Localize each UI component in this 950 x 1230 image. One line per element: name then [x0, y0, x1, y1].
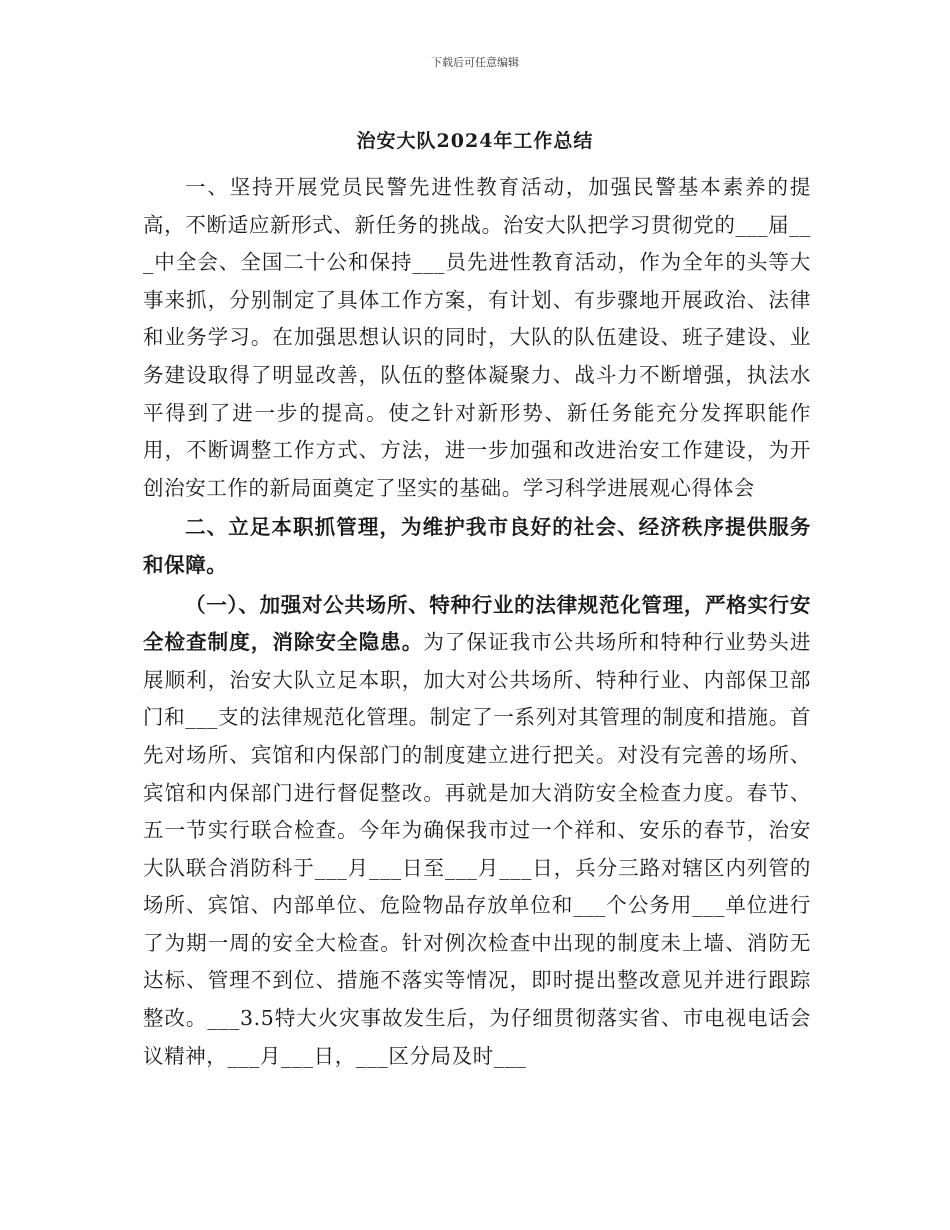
- document-title: 治安大队2024年工作总结: [356, 130, 594, 152]
- paragraph-3: [143, 587, 811, 1076]
- document-body: [143, 169, 811, 1077]
- section-lead: （一）、加强对公共场所、特种行业的法律规范化管理，严格实行安全检查制度，消除安全隐患。: [143, 592, 811, 655]
- header-note: 下载后可任意编辑: [431, 56, 519, 69]
- paragraph-2-heading: 二、立足本职抓管理，为维护我市良好的社会、经济秩序提供服务和保障。: [143, 515, 811, 577]
- paragraph-1: 一、坚持开展党员民警先进性教育活动，加强民警基本素养的提高，不断适应新形式、新任务的挑战。治安大队把学习贯彻党的___届___中全会、全国二十公和保持___员先进性教育活动，作为全年的头等大事来抓，分别制定了具体工作方案，有计划、有步骤地开展政治、法律和业务学习。在加强思想认识的同时，大队的队伍建设、班子建设、业务建设取得了明显改善，队伍的整体凝聚力、战斗力不断增强，执法水平得到了进一步的提高。使之针对新形势、新任务能充分发挥职能作用，不断调整工作方式、方法，进一步加强和改进治安工作建设，为开创治安工作的新局面奠定了坚实的基础。学习科学进展观心得体会: [143, 175, 811, 500]
- section-text: 为了保证我市公共场所和特种行业势头进展顺利，治安大队立足本职，加大对公共场所、特种行业、内部保卫部门和___支的法律规范化管理。制定了一系列对其管理的制度和措施。首先对场所、宾馆和内保部门的制度建立进行把关。对没有完善的场所、宾馆和内保部门进行督促整改。再就是加大消防安全检查力度。春节、五一节实行联合检查。今年为确保我市过一个祥和、安乐的春节，治安大队联合消防科于___月___日至___月___日，兵分三路对辖区内列管的场所、宾馆、内部单位、危险物品存放单位和___个公务用___单位进行了为期一周的安全大检查。针对例次检查中出现的制度未上墙、消防无达标、管理不到位、措施不落实等情况，即时提出整改意见并进行跟踪整改。___3.5特大火灾事故发生后，为仔细贯彻落实省、市电视电话会议精神，___月___日，___区分局及时___: [143, 630, 811, 1068]
